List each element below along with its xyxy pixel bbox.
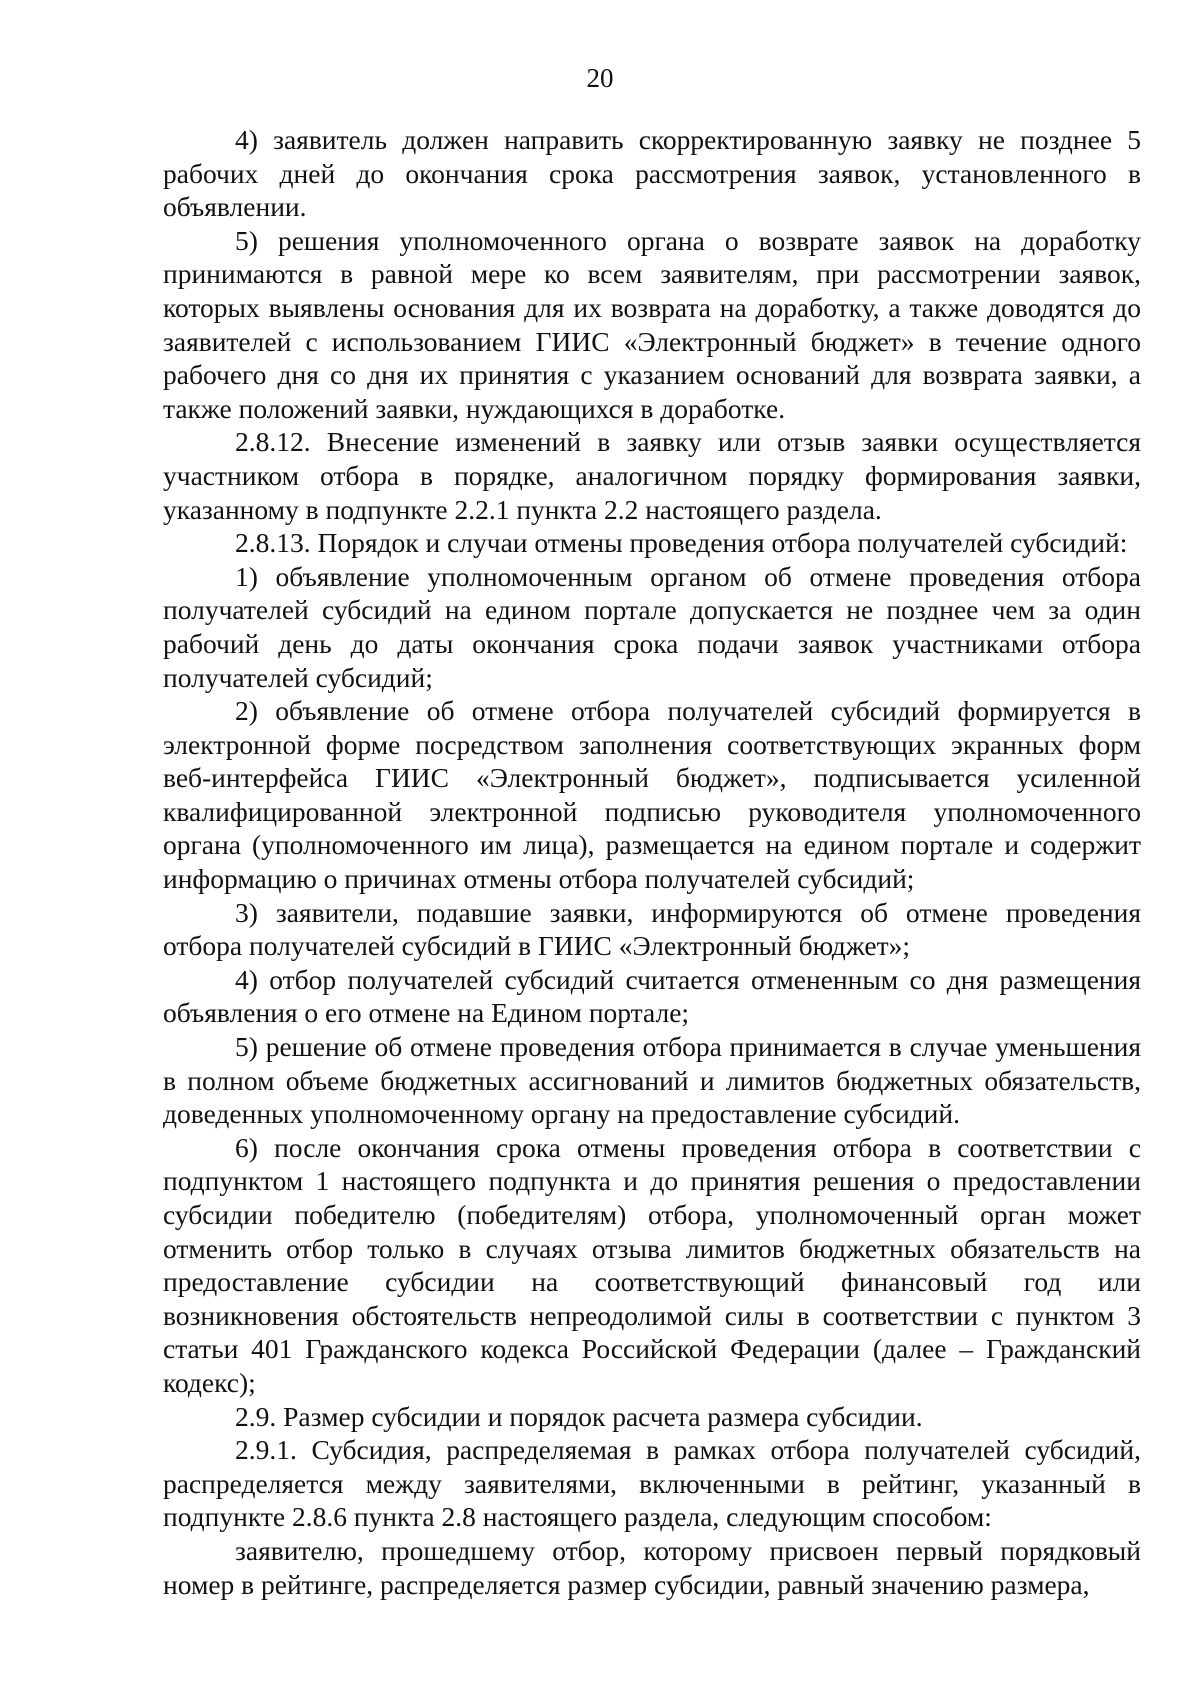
page-number: 20 (586, 63, 614, 93)
paragraph-2-8-12: 2.8.12. Внесение изменений в заявку или отзыв заявки осуществляется участником отбора в порядке, аналогичном порядку формирования заявки, указанному в подпункте 2.2.1 пункта 2.2 настоящего раздела. (163, 426, 1141, 525)
paragraph-cancel-6: 6) после окончания срока отмены проведения отбора в соответствии с подпунктом 1 настоящего подпункта и до принятия решения о предоставлении субсидии победителю (победителям) отбора, уполномоченный орган может отменить отбор только в случаях отзыва лимитов бюджетных обязательств на предоставление субсидии на соответствующий финансовый год или возникновения обстоятельств непреодолимой силы в соответствии с пунктом 3 статьи 401 Гражданского кодекса Российской Федерации (далее – Гражданский кодекс); (163, 1131, 1141, 1398)
paragraph-cancel-1: 1) объявление уполномоченным органом об отмене проведения отбора получателей субсидий на едином портале допускается не позднее чем за один рабочий день до даты окончания срока подачи заявок участниками отбора получателей субсидий; (163, 560, 1141, 693)
paragraph-cancel-3: 3) заявители, подавшие заявки, информируются об отмене проведения отбора получателей субсидий в ГИИС «Электронный бюджет»; (163, 896, 1141, 962)
paragraph-5-return-decisions: 5) решения уполномоченного органа о возврате заявок на доработку принимаются в равной мере ко всем заявителям, при рассмотрении заявок, которых выявлены основания для их возврата на доработку, а также доводятся до заявителей с использованием ГИИС «Электронный бюджет» в течение одного рабочего дня со дня их принятия с указанием оснований для возврата заявки, а также положений заявки, нуждающихся в доработке. (163, 224, 1141, 424)
document-body (163, 123, 1141, 1601)
paragraph-2-9-1: 2.9.1. Субсидия, распределяемая в рамках отбора получателей субсидий, распределяется между заявителями, включенными в рейтинг, указанный в подпункте 2.8.6 пункта 2.8 настоящего раздела, следующим способом: (163, 1434, 1141, 1533)
paragraph-4-corrected-application: 4) заявитель должен направить скорректированную заявку не позднее 5 рабочих дней до окончания срока рассмотрения заявок, установленного в объявлении. (163, 124, 1141, 223)
paragraph-2-9: 2.9. Размер субсидии и порядок расчета размера субсидии. (235, 1400, 923, 1432)
paragraph-rating-distribution: заявителю, прошедшему отбор, которому присвоен первый порядковый номер в рейтинге, распределяется размер субсидии, равный значению размера, (163, 1534, 1141, 1600)
paragraph-cancel-2: 2) объявление об отмене отбора получателей субсидий формируется в электронной форме посредством заполнения соответствующих экранных форм веб-интерфейса ГИИС «Электронный бюджет», подписывается усиленной квалифицированной электронной подписью руководителя уполномоченного органа (уполномоченного им лица), размещается на едином портале и содержит информацию о причинах отмены отбора получателей субсидий; (163, 695, 1141, 895)
paragraph-2-8-13: 2.8.13. Порядок и случаи отмены проведения отбора получателей субсидий: (235, 527, 1128, 559)
paragraph-cancel-4: 4) отбор получателей субсидий считается отмененным со дня размещения объявления о его отмене на Едином портале; (163, 963, 1141, 1029)
paragraph-cancel-5: 5) решение об отмене проведения отбора принимается в случае уменьшения в полном объеме бюджетных ассигнований и лимитов бюджетных обязательств, доведенных уполномоченному органу на предоставление субсидий. (163, 1031, 1141, 1130)
